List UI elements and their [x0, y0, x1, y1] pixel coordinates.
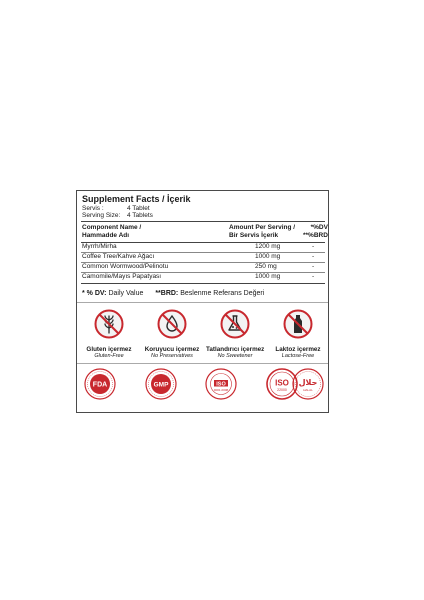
- iso-9001-seal-icon: [205, 368, 237, 400]
- iso-22000-sub: 22000: [277, 388, 287, 392]
- section-divider: [77, 302, 328, 303]
- badge-title: Gluten içermez: [86, 346, 132, 353]
- servis-line: [82, 205, 150, 212]
- gmp-label: GMP: [153, 381, 169, 389]
- row-name: Camomile/Mayıs Papatyası: [82, 273, 162, 280]
- row-amount: 1200 mg: [255, 243, 281, 250]
- wheat-icon: [94, 309, 124, 339]
- col-header-dv: [303, 224, 328, 240]
- row-name: Coffee Tree/Kahve Ağacı: [82, 253, 155, 260]
- supplement-facts-panel: [76, 190, 329, 413]
- halal-sub: HALAL: [303, 388, 313, 392]
- badge-subtitle: No Preservatives: [151, 353, 193, 359]
- row-name: Myrrh/Mirha: [82, 243, 117, 250]
- bottle-icon: [283, 309, 313, 339]
- fda-seal-icon: [84, 368, 116, 400]
- col-header-name-line1: Component Name /: [82, 224, 142, 231]
- badge-title: Tatlandırıcı içermez: [206, 346, 265, 353]
- col-header-name: [82, 224, 141, 240]
- iso-22000-label: ISO: [275, 378, 289, 388]
- badge-gluten-free: [80, 309, 138, 359]
- legend-brd-text: Beslenme Referans Değeri: [180, 290, 265, 297]
- row-name: Common Wormwood/Pelinotu: [82, 263, 169, 270]
- badge-title: Koruyucu içermez: [144, 346, 200, 353]
- section-divider: [77, 363, 328, 364]
- row-dv: -: [312, 273, 315, 280]
- badge-title: Laktoz içermez: [275, 346, 321, 353]
- iso-sub: 9001:2008: [213, 388, 229, 392]
- header-divider: [81, 221, 325, 222]
- row-amount: 1000 mg: [255, 273, 281, 280]
- halal-label: حلال: [298, 378, 318, 387]
- badge-no-preservatives: [143, 309, 201, 359]
- fda-label: FDA: [92, 381, 108, 389]
- halal-seal-icon: [292, 368, 324, 400]
- row-dv: -: [312, 243, 315, 250]
- table-row: [82, 262, 325, 272]
- row-amount: 1000 mg: [255, 253, 281, 260]
- table-row: [82, 272, 325, 282]
- col-header-dv-line1: *%DV: [310, 224, 328, 231]
- serving-size-line: [82, 212, 153, 219]
- table-bottom-divider: [81, 283, 325, 284]
- badge-no-sweetener: [206, 309, 264, 359]
- legend-dv-key: * % DV:: [82, 290, 107, 297]
- row-dv: -: [312, 253, 315, 260]
- iso-label: ISO: [216, 381, 226, 388]
- serving-size-value: 4 Tablets: [127, 212, 153, 219]
- badge-lactose-free: [269, 309, 327, 359]
- table-row: [82, 252, 325, 262]
- col-header-amount: [229, 224, 295, 240]
- serving-size-key: Serving Size:: [82, 212, 121, 219]
- flask-icon: [220, 309, 250, 339]
- table-row: [82, 242, 325, 252]
- row-dv: -: [312, 263, 315, 270]
- badge-subtitle: Lactose-Free: [281, 353, 315, 359]
- drop-icon: [157, 309, 187, 339]
- badge-subtitle: No Sweetener: [217, 353, 253, 359]
- legend-brd-key: **BRD:: [155, 290, 179, 297]
- facts-title: Supplement Facts / İçerik: [82, 194, 191, 204]
- col-header-amount-line1: Amount Per Serving /: [229, 224, 296, 231]
- servis-key: Servis :: [82, 205, 104, 212]
- row-amount: 250 mg: [255, 263, 277, 270]
- col-header-amount-line2: Bir Servis İçerik: [229, 232, 279, 239]
- legend-line: [82, 290, 264, 297]
- gmp-seal-icon: [145, 368, 177, 400]
- col-header-dv-line2: **%BRD: [303, 232, 328, 239]
- legend-dv-text: Daily Value: [108, 290, 144, 297]
- badge-subtitle: Gluten-Free: [94, 353, 124, 359]
- servis-value: 4 Tablet: [127, 205, 150, 212]
- col-header-name-line2: Hammadde Adı: [82, 232, 130, 239]
